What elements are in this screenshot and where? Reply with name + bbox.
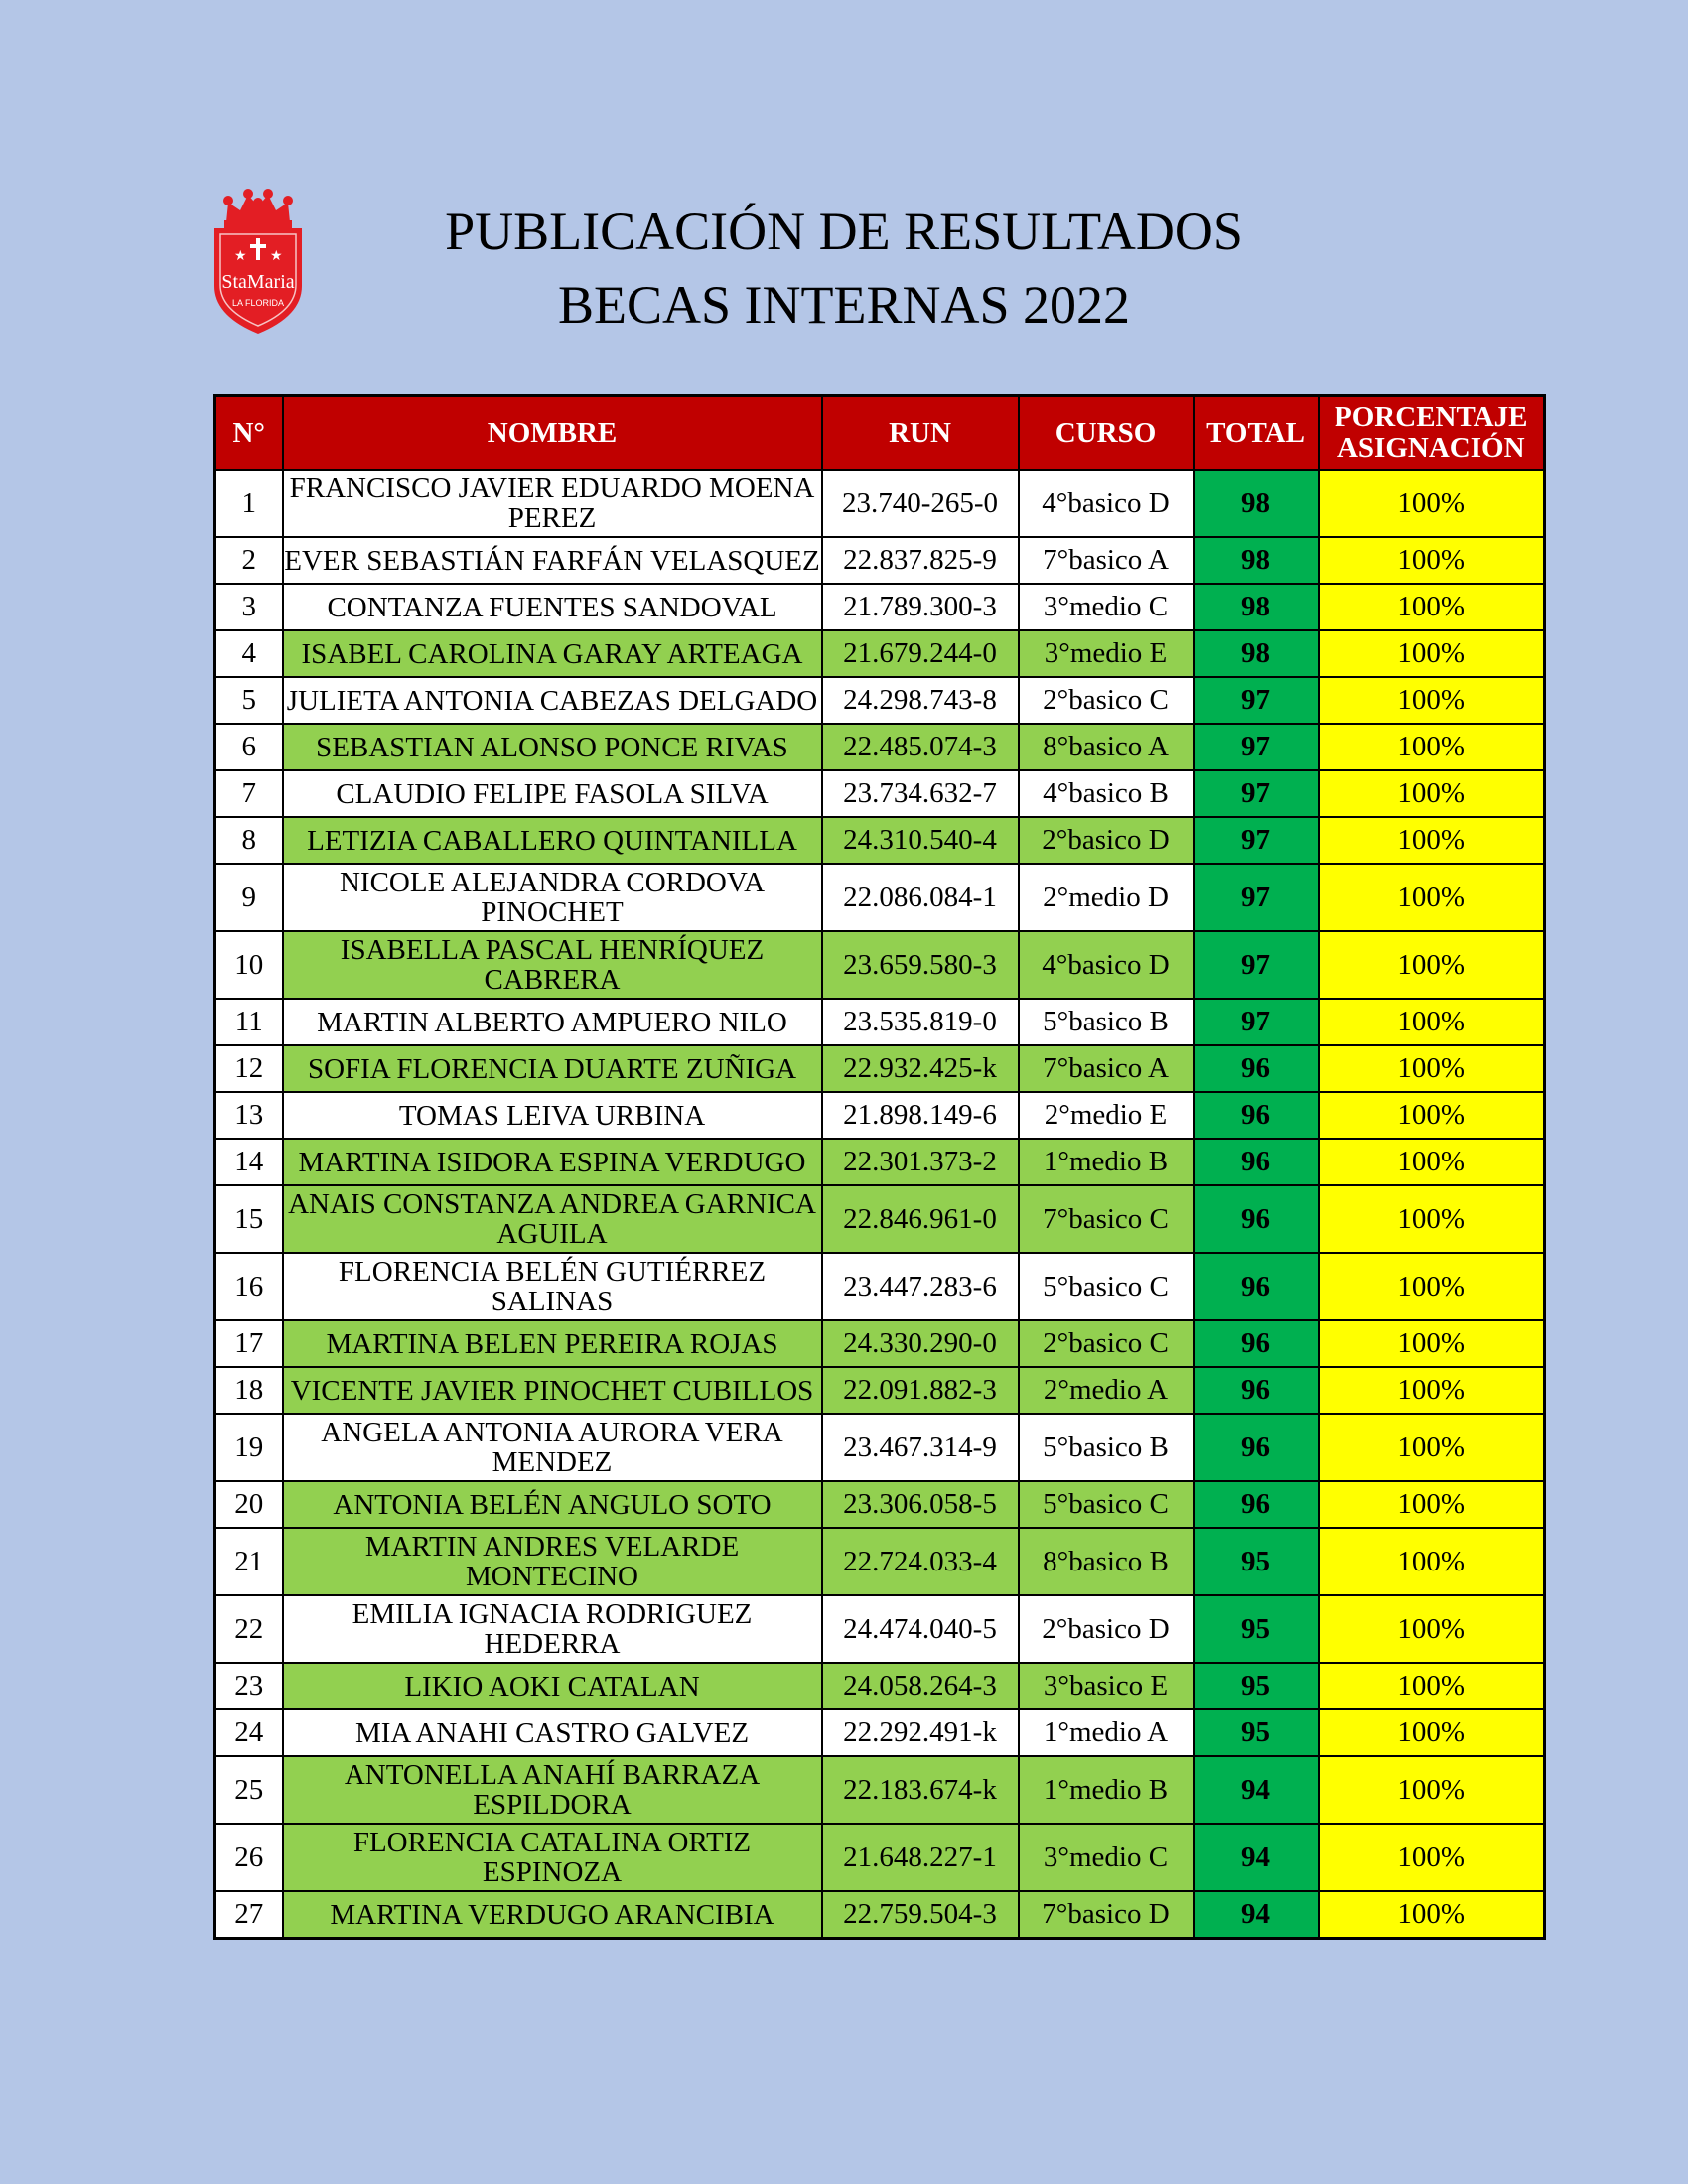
row-number: 25: [215, 1756, 283, 1824]
student-run: 22.292.491-k: [822, 1709, 1019, 1756]
table-row: [215, 864, 1545, 931]
total-score: 96: [1194, 1253, 1319, 1320]
student-run: 21.789.300-3: [822, 584, 1019, 630]
student-run: 21.648.227-1: [822, 1824, 1019, 1891]
student-run: 23.467.314-9: [822, 1414, 1019, 1481]
total-score: 98: [1194, 584, 1319, 630]
row-number: 14: [215, 1139, 283, 1185]
student-run: 22.301.373-2: [822, 1139, 1019, 1185]
table-row: [215, 630, 1545, 677]
student-course: 8°basico A: [1019, 724, 1194, 770]
table-row: [215, 1663, 1545, 1709]
row-number: 27: [215, 1891, 283, 1939]
row-number: 12: [215, 1045, 283, 1092]
student-name: LIKIO AOKI CATALAN: [283, 1663, 822, 1709]
student-course: 4°basico D: [1019, 931, 1194, 999]
student-name: CLAUDIO FELIPE FASOLA SILVA: [283, 770, 822, 817]
row-number: 15: [215, 1185, 283, 1253]
assignment-percentage: 100%: [1319, 1663, 1545, 1709]
student-name: ISABEL CAROLINA GARAY ARTEAGA: [283, 630, 822, 677]
total-score: 96: [1194, 1092, 1319, 1139]
student-run: 24.058.264-3: [822, 1663, 1019, 1709]
header-course: CURSO: [1019, 396, 1194, 471]
table-row: [215, 1045, 1545, 1092]
assignment-percentage: 100%: [1319, 537, 1545, 584]
assignment-percentage: 100%: [1319, 630, 1545, 677]
assignment-percentage: 100%: [1319, 1185, 1545, 1253]
student-course: 3°basico E: [1019, 1663, 1194, 1709]
total-score: 94: [1194, 1756, 1319, 1824]
student-run: 23.306.058-5: [822, 1481, 1019, 1528]
header-percentage-line-2: ASIGNACIÓN: [1336, 432, 1525, 464]
table-row: [215, 1320, 1545, 1367]
total-score: 95: [1194, 1709, 1319, 1756]
assignment-percentage: 100%: [1319, 584, 1545, 630]
student-name: MIA ANAHI CASTRO GALVEZ: [283, 1709, 822, 1756]
student-run: 21.898.149-6: [822, 1092, 1019, 1139]
student-course: 5°basico B: [1019, 999, 1194, 1045]
assignment-percentage: 100%: [1319, 770, 1545, 817]
student-course: 1°medio A: [1019, 1709, 1194, 1756]
header-percentage: [1319, 396, 1545, 471]
student-name: EMILIA IGNACIA RODRIGUEZ HEDERRA: [283, 1595, 822, 1663]
assignment-percentage: 100%: [1319, 817, 1545, 864]
student-course: 5°basico B: [1019, 1414, 1194, 1481]
table-row: [215, 470, 1545, 537]
table-row: [215, 931, 1545, 999]
assignment-percentage: 100%: [1319, 1709, 1545, 1756]
student-run: 24.310.540-4: [822, 817, 1019, 864]
title-line-1: PUBLICACIÓN DE RESULTADOS: [445, 202, 1243, 261]
row-number: 24: [215, 1709, 283, 1756]
total-score: 96: [1194, 1185, 1319, 1253]
row-number: 26: [215, 1824, 283, 1891]
student-run: 23.740-265-0: [822, 470, 1019, 537]
total-score: 97: [1194, 817, 1319, 864]
assignment-percentage: 100%: [1319, 864, 1545, 931]
header-num: N°: [215, 396, 283, 471]
assignment-percentage: 100%: [1319, 1320, 1545, 1367]
svg-text:★: ★: [270, 248, 283, 264]
student-course: 2°basico D: [1019, 817, 1194, 864]
student-run: 21.679.244-0: [822, 630, 1019, 677]
student-course: 2°medio E: [1019, 1092, 1194, 1139]
total-score: 96: [1194, 1414, 1319, 1481]
student-course: 4°basico B: [1019, 770, 1194, 817]
student-course: 2°basico C: [1019, 1320, 1194, 1367]
row-number: 13: [215, 1092, 283, 1139]
page-title: [377, 195, 1311, 341]
table-row: [215, 1481, 1545, 1528]
total-score: 97: [1194, 677, 1319, 724]
row-number: 23: [215, 1663, 283, 1709]
total-score: 96: [1194, 1481, 1319, 1528]
student-run: 23.447.283-6: [822, 1253, 1019, 1320]
table-row: [215, 1092, 1545, 1139]
results-table: [213, 394, 1546, 1940]
student-name: EVER SEBASTIÁN FARFÁN VELASQUEZ: [283, 537, 822, 584]
row-number: 9: [215, 864, 283, 931]
student-course: 2°basico C: [1019, 677, 1194, 724]
student-run: 24.298.743-8: [822, 677, 1019, 724]
assignment-percentage: 100%: [1319, 1092, 1545, 1139]
row-number: 19: [215, 1414, 283, 1481]
total-score: 97: [1194, 864, 1319, 931]
header-total: TOTAL: [1194, 396, 1319, 471]
assignment-percentage: 100%: [1319, 677, 1545, 724]
total-score: 96: [1194, 1367, 1319, 1414]
assignment-percentage: 100%: [1319, 931, 1545, 999]
total-score: 98: [1194, 630, 1319, 677]
table-row: [215, 1528, 1545, 1595]
student-course: 7°basico A: [1019, 537, 1194, 584]
header-percentage-line-1: PORCENTAJE: [1335, 401, 1528, 433]
student-run: 23.535.819-0: [822, 999, 1019, 1045]
total-score: 95: [1194, 1663, 1319, 1709]
table-row: [215, 724, 1545, 770]
assignment-percentage: 100%: [1319, 1824, 1545, 1891]
table-row: [215, 1709, 1545, 1756]
assignment-percentage: 100%: [1319, 1481, 1545, 1528]
student-name: ISABELLA PASCAL HENRÍQUEZ CABRERA: [283, 931, 822, 999]
student-course: 7°basico D: [1019, 1891, 1194, 1939]
student-name: ANAIS CONSTANZA ANDREA GARNICA AGUILA: [283, 1185, 822, 1253]
student-name: SOFIA FLORENCIA DUARTE ZUÑIGA: [283, 1045, 822, 1092]
school-crest-logo: [205, 189, 312, 338]
total-score: 96: [1194, 1139, 1319, 1185]
student-name: FRANCISCO JAVIER EDUARDO MOENA PEREZ: [283, 470, 822, 537]
table-row: [215, 1185, 1545, 1253]
header-run: RUN: [822, 396, 1019, 471]
student-course: 8°basico B: [1019, 1528, 1194, 1595]
student-name: FLORENCIA CATALINA ORTIZ ESPINOZA: [283, 1824, 822, 1891]
assignment-percentage: 100%: [1319, 1756, 1545, 1824]
table-row: [215, 1824, 1545, 1891]
table-row: [215, 1367, 1545, 1414]
table-row: [215, 1756, 1545, 1824]
row-number: 22: [215, 1595, 283, 1663]
student-course: 4°basico D: [1019, 470, 1194, 537]
student-name: MARTINA ISIDORA ESPINA VERDUGO: [283, 1139, 822, 1185]
table-header-row: [215, 396, 1545, 471]
student-course: 3°medio E: [1019, 630, 1194, 677]
row-number: 16: [215, 1253, 283, 1320]
student-name: VICENTE JAVIER PINOCHET CUBILLOS: [283, 1367, 822, 1414]
student-course: 5°basico C: [1019, 1481, 1194, 1528]
student-run: 22.086.084-1: [822, 864, 1019, 931]
total-score: 94: [1194, 1824, 1319, 1891]
student-run: 22.932.425-k: [822, 1045, 1019, 1092]
total-score: 97: [1194, 999, 1319, 1045]
table-row: [215, 537, 1545, 584]
student-name: MARTIN ANDRES VELARDE MONTECINO: [283, 1528, 822, 1595]
student-name: LETIZIA CABALLERO QUINTANILLA: [283, 817, 822, 864]
assignment-percentage: 100%: [1319, 1414, 1545, 1481]
assignment-percentage: 100%: [1319, 470, 1545, 537]
student-run: 24.474.040-5: [822, 1595, 1019, 1663]
row-number: 21: [215, 1528, 283, 1595]
table-row: [215, 1595, 1545, 1663]
row-number: 11: [215, 999, 283, 1045]
assignment-percentage: 100%: [1319, 1595, 1545, 1663]
table-row: [215, 1253, 1545, 1320]
assignment-percentage: 100%: [1319, 999, 1545, 1045]
total-score: 98: [1194, 470, 1319, 537]
student-course: 1°medio B: [1019, 1139, 1194, 1185]
table-row: [215, 677, 1545, 724]
row-number: 7: [215, 770, 283, 817]
total-score: 95: [1194, 1528, 1319, 1595]
student-name: ANTONIA BELÉN ANGULO SOTO: [283, 1481, 822, 1528]
total-score: 97: [1194, 770, 1319, 817]
row-number: 4: [215, 630, 283, 677]
student-name: MARTINA BELEN PEREIRA ROJAS: [283, 1320, 822, 1367]
row-number: 6: [215, 724, 283, 770]
student-course: 7°basico A: [1019, 1045, 1194, 1092]
student-course: 1°medio B: [1019, 1756, 1194, 1824]
row-number: 8: [215, 817, 283, 864]
student-name: NICOLE ALEJANDRA CORDOVA PINOCHET: [283, 864, 822, 931]
student-run: 22.759.504-3: [822, 1891, 1019, 1939]
total-score: 97: [1194, 931, 1319, 999]
assignment-percentage: 100%: [1319, 1891, 1545, 1939]
table-row: [215, 1891, 1545, 1939]
student-run: 23.659.580-3: [822, 931, 1019, 999]
student-course: 2°medio A: [1019, 1367, 1194, 1414]
student-run: 22.724.033-4: [822, 1528, 1019, 1595]
student-name: TOMAS LEIVA URBINA: [283, 1092, 822, 1139]
row-number: 3: [215, 584, 283, 630]
student-run: 22.485.074-3: [822, 724, 1019, 770]
student-course: 2°basico D: [1019, 1595, 1194, 1663]
row-number: 20: [215, 1481, 283, 1528]
table-row: [215, 1414, 1545, 1481]
row-number: 2: [215, 537, 283, 584]
table-row: [215, 584, 1545, 630]
student-course: 3°medio C: [1019, 584, 1194, 630]
student-name: ANTONELLA ANAHÍ BARRAZA ESPILDORA: [283, 1756, 822, 1824]
student-run: 22.091.882-3: [822, 1367, 1019, 1414]
row-number: 18: [215, 1367, 283, 1414]
table-row: [215, 1139, 1545, 1185]
header-name: NOMBRE: [283, 396, 822, 471]
total-score: 98: [1194, 537, 1319, 584]
student-name: CONTANZA FUENTES SANDOVAL: [283, 584, 822, 630]
svg-text:★: ★: [234, 248, 247, 264]
student-run: 22.837.825-9: [822, 537, 1019, 584]
student-run: 24.330.290-0: [822, 1320, 1019, 1367]
row-number: 5: [215, 677, 283, 724]
total-score: 94: [1194, 1891, 1319, 1939]
row-number: 10: [215, 931, 283, 999]
assignment-percentage: 100%: [1319, 1528, 1545, 1595]
student-run: 22.846.961-0: [822, 1185, 1019, 1253]
student-name: ANGELA ANTONIA AURORA VERA MENDEZ: [283, 1414, 822, 1481]
row-number: 1: [215, 470, 283, 537]
student-name: MARTINA VERDUGO ARANCIBIA: [283, 1891, 822, 1939]
student-course: 7°basico C: [1019, 1185, 1194, 1253]
assignment-percentage: 100%: [1319, 724, 1545, 770]
student-name: FLORENCIA BELÉN GUTIÉRREZ SALINAS: [283, 1253, 822, 1320]
student-course: 5°basico C: [1019, 1253, 1194, 1320]
title-line-2: BECAS INTERNAS 2022: [557, 275, 1131, 335]
assignment-percentage: 100%: [1319, 1045, 1545, 1092]
student-run: 22.183.674-k: [822, 1756, 1019, 1824]
table-row: [215, 770, 1545, 817]
row-number: 17: [215, 1320, 283, 1367]
student-run: 23.734.632-7: [822, 770, 1019, 817]
table-row: [215, 999, 1545, 1045]
table-row: [215, 817, 1545, 864]
assignment-percentage: 100%: [1319, 1253, 1545, 1320]
total-score: 97: [1194, 724, 1319, 770]
total-score: 96: [1194, 1045, 1319, 1092]
total-score: 96: [1194, 1320, 1319, 1367]
assignment-percentage: 100%: [1319, 1367, 1545, 1414]
logo-wordmark: StaMaria: [221, 271, 295, 293]
assignment-percentage: 100%: [1319, 1139, 1545, 1185]
student-course: 3°medio C: [1019, 1824, 1194, 1891]
student-name: SEBASTIAN ALONSO PONCE RIVAS: [283, 724, 822, 770]
student-name: JULIETA ANTONIA CABEZAS DELGADO: [283, 677, 822, 724]
total-score: 95: [1194, 1595, 1319, 1663]
student-name: MARTIN ALBERTO AMPUERO NILO: [283, 999, 822, 1045]
student-course: 2°medio D: [1019, 864, 1194, 931]
logo-subtext: LA FLORIDA: [231, 298, 285, 308]
